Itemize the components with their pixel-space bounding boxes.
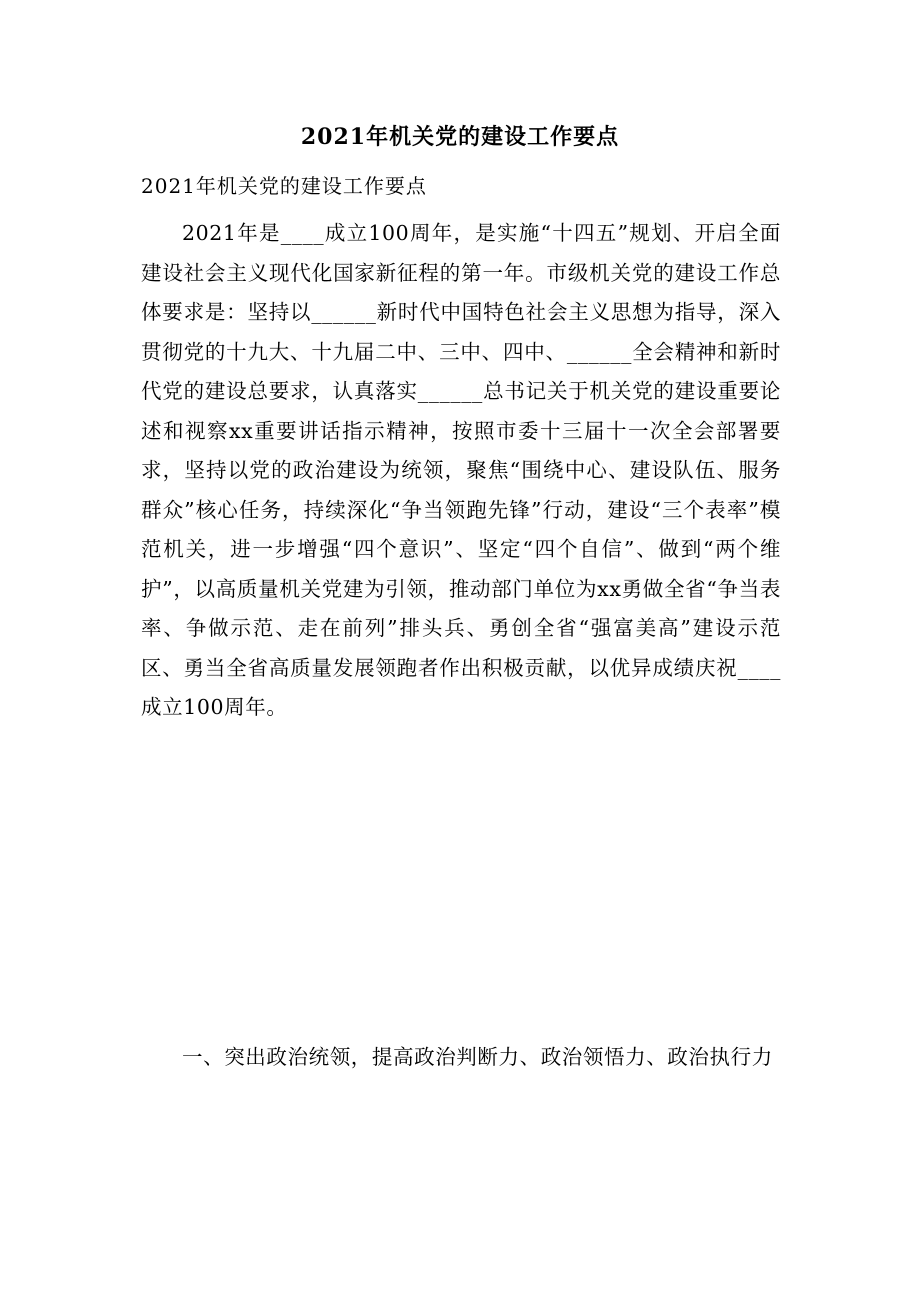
document-subtitle: 2021年机关党的建设工作要点 — [141, 174, 427, 198]
intro-paragraph: 2021年是____成立100周年，是实施“十四五”规划、开启全面建设社会主义现代化国家新征程的第一年。市级机关党的建设工作总体要求是：坚持以______新时代中国特色社会主义思想为指导，深入贯彻党的十九大、十九届二中、三中、四中、______全会精神和新时代党的建设总要求，认真落实______总书记关于机关党的建设重要论述和视察xx重要讲话指示精神，按照市委十三届十一次全会部署要求，坚持以党的政治建设为统领，聚焦“围绕中心、建设队伍、服务群众”核心任务，持续深化“争当领跑先锋”行动，建设“三个表率”模范机关，进一步增强“四个意识”、坚定“四个自信”、做到“两个维护”，以高质量机关党建为引领，推动部门单位为xx勇做全省“争当表率、争做示范、走在前列”排头兵、勇创全省“强富美高”建设示范区、勇当全省高质量发展领跑者作出积极贡献，以优异成绩庆祝____成立100周年。 — [141, 221, 781, 719]
section-heading: 一、突出政治统领，提高政治判断力、政治领悟力、政治执行力 — [182, 1045, 773, 1069]
document-title: 2021年机关党的建设工作要点 — [300, 124, 620, 150]
